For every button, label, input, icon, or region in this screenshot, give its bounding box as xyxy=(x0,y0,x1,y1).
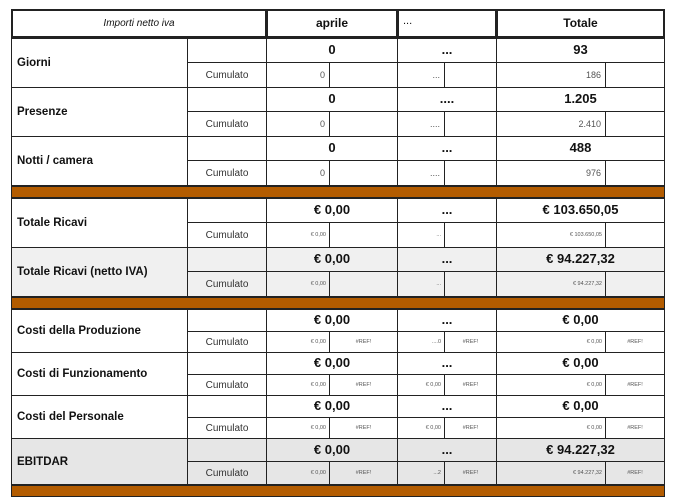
personale-cum-month[interactable]: € 0,00 xyxy=(266,417,330,439)
presenze-cum-month[interactable]: 0 xyxy=(266,111,330,137)
header-month-cell[interactable] xyxy=(266,9,398,38)
produzione-cum-month-ref[interactable]: #REF! xyxy=(329,331,398,353)
ebitdar-mid[interactable]: ... xyxy=(397,438,497,462)
ricavi-mid[interactable]: ... xyxy=(397,198,497,223)
produzione-mid[interactable]: ... xyxy=(397,309,497,332)
giorni-cum-mid[interactable]: ... xyxy=(397,62,445,88)
ebitdar-cum-mid-ref[interactable]: #REF! xyxy=(444,461,497,485)
notti-cum-label: Cumulato xyxy=(187,160,267,186)
header-label: Importi netto iva xyxy=(103,18,175,29)
produzione-cum-month[interactable]: € 0,00 xyxy=(266,331,330,353)
ricavi-netto-cum-label: Cumulato xyxy=(187,271,267,297)
personale-cum-label: Cumulato xyxy=(187,417,267,439)
header-month: aprile xyxy=(315,16,348,30)
ebitdar-cum-total-ref[interactable]: #REF! xyxy=(605,461,665,485)
produzione-cum-label: Cumulato xyxy=(187,331,267,353)
ricavi-netto-cum-mid[interactable]: ... xyxy=(397,271,445,297)
notti-mid[interactable]: ... xyxy=(397,136,497,161)
ebitdar-cum-mid[interactable]: ...2 xyxy=(397,461,445,485)
presenze-cum-total[interactable]: 2.410 xyxy=(496,111,606,137)
giorni-cum-month[interactable]: 0 xyxy=(266,62,330,88)
header-ellipsis-cell[interactable] xyxy=(397,9,497,38)
presenze-cum-label: Cumulato xyxy=(187,111,267,137)
funzionamento-cum-mid-ref[interactable]: #REF! xyxy=(444,374,497,396)
giorni-label: Giorni xyxy=(11,38,188,88)
personale-cum-mid-ref[interactable]: #REF! xyxy=(444,417,497,439)
produzione-cum-mid-ref[interactable]: #REF! xyxy=(444,331,497,353)
funzionamento-month[interactable]: € 0,00 xyxy=(266,352,398,375)
notti-label: Notti / camera xyxy=(11,136,188,186)
funzionamento-cum-month-ref[interactable]: #REF! xyxy=(329,374,398,396)
personale-cum-mid[interactable]: € 0,00 xyxy=(397,417,445,439)
giorni-cum-label: Cumulato xyxy=(187,62,267,88)
funzionamento-cum-total[interactable]: € 0,00 xyxy=(496,374,606,396)
ricavi-netto-cum-month[interactable]: € 0,00 xyxy=(266,271,330,297)
header-total-cell[interactable] xyxy=(496,9,665,38)
ricavi-label: Totale Ricavi xyxy=(11,198,188,248)
produzione-cum-total-ref[interactable]: #REF! xyxy=(605,331,665,353)
report-table xyxy=(11,9,665,499)
presenze-mid[interactable]: .... xyxy=(397,87,497,112)
produzione-cum-mid[interactable]: ....0 xyxy=(397,331,445,353)
notti-cum-month[interactable]: 0 xyxy=(266,160,330,186)
giorni-mid[interactable]: ... xyxy=(397,38,497,63)
ricavi-cum-mid[interactable]: ... xyxy=(397,222,445,248)
produzione-month[interactable]: € 0,00 xyxy=(266,309,398,332)
funzionamento-cum-mid[interactable]: € 0,00 xyxy=(397,374,445,396)
notti-cum-total[interactable]: 976 xyxy=(496,160,606,186)
funzionamento-cum-month[interactable]: € 0,00 xyxy=(266,374,330,396)
produzione-label: Costi della Produzione xyxy=(11,309,188,353)
ebitdar-cum-month-ref[interactable]: #REF! xyxy=(329,461,398,485)
ricavi-total[interactable]: € 103.650,05 xyxy=(496,198,665,223)
personale-label: Costi del Personale xyxy=(11,395,188,439)
presenze-total[interactable]: 1.205 xyxy=(496,87,665,112)
ebitdar-cum-label: Cumulato xyxy=(187,461,267,485)
ricavi-cum-label: Cumulato xyxy=(187,222,267,248)
presenze-label: Presenze xyxy=(11,87,188,137)
notti-cum-mid[interactable]: .... xyxy=(397,160,445,186)
ricavi-netto-cum-total[interactable]: € 94.227,32 xyxy=(496,271,606,297)
header-ellipsis: ... xyxy=(403,15,413,27)
funzionamento-label: Costi di Funzionamento xyxy=(11,352,188,396)
header-total: Totale xyxy=(563,16,598,30)
ebitdar-month[interactable]: € 0,00 xyxy=(266,438,398,462)
separator-band xyxy=(11,297,665,309)
ricavi-netto-total[interactable]: € 94.227,32 xyxy=(496,247,665,272)
ebitdar-cum-month[interactable]: € 0,00 xyxy=(266,461,330,485)
presenze-month[interactable]: 0 xyxy=(266,87,398,112)
ebitdar-label: EBITDAR xyxy=(11,438,188,485)
funzionamento-cum-total-ref[interactable]: #REF! xyxy=(605,374,665,396)
personale-month[interactable]: € 0,00 xyxy=(266,395,398,418)
giorni-total[interactable]: 93 xyxy=(496,38,665,63)
header-label-cell[interactable] xyxy=(11,9,267,38)
ebitdar-total[interactable]: € 94.227,32 xyxy=(496,438,665,462)
giorni-month[interactable]: 0 xyxy=(266,38,398,63)
giorni-cum-total[interactable]: 186 xyxy=(496,62,606,88)
funzionamento-cum-label: Cumulato xyxy=(187,374,267,396)
presenze-cum-mid[interactable]: .... xyxy=(397,111,445,137)
separator-band xyxy=(11,485,665,497)
ricavi-netto-label: Totale Ricavi (netto IVA) xyxy=(11,247,188,297)
personale-total[interactable]: € 0,00 xyxy=(496,395,665,418)
personale-mid[interactable]: ... xyxy=(397,395,497,418)
personale-cum-total-ref[interactable]: #REF! xyxy=(605,417,665,439)
funzionamento-total[interactable]: € 0,00 xyxy=(496,352,665,375)
notti-total[interactable]: 488 xyxy=(496,136,665,161)
funzionamento-mid[interactable]: ... xyxy=(397,352,497,375)
ricavi-netto-month[interactable]: € 0,00 xyxy=(266,247,398,272)
ricavi-netto-mid[interactable]: ... xyxy=(397,247,497,272)
personale-cum-month-ref[interactable]: #REF! xyxy=(329,417,398,439)
produzione-total[interactable]: € 0,00 xyxy=(496,309,665,332)
notti-month[interactable]: 0 xyxy=(266,136,398,161)
personale-cum-total[interactable]: € 0,00 xyxy=(496,417,606,439)
produzione-cum-total[interactable]: € 0,00 xyxy=(496,331,606,353)
ricavi-month[interactable]: € 0,00 xyxy=(266,198,398,223)
ebitdar-cum-total[interactable]: € 94.227,32 xyxy=(496,461,606,485)
ricavi-cum-total[interactable]: € 103.650,05 xyxy=(496,222,606,248)
separator-band xyxy=(11,186,665,198)
ricavi-cum-month[interactable]: € 0,00 xyxy=(266,222,330,248)
